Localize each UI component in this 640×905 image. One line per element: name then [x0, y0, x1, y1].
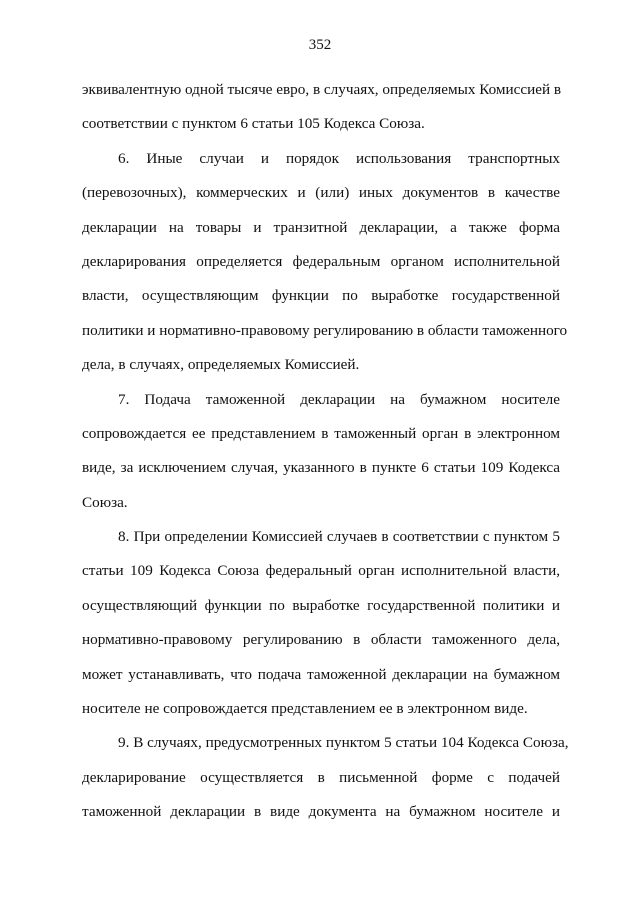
- text-line: осуществляющий функции по выработке государственной политики и: [82, 596, 560, 614]
- text-line: носителе не сопровождается представлением ее в электронном виде.: [82, 700, 528, 718]
- text-line: таможенной декларации в виде документа на бумажном носителе и: [82, 803, 560, 821]
- text-line: 6. Иные случаи и порядок использования транспортных: [118, 149, 560, 167]
- text-line: декларирование осуществляется в письменной форме с подачей: [82, 768, 560, 786]
- text-line: власти, осуществляющим функции по выработке государственной: [82, 287, 560, 305]
- document-body: [82, 73, 569, 830]
- text-line: соответствии с пунктом 6 статьи 105 Кодекса Союза.: [82, 115, 425, 133]
- text-line: 8. При определении Комиссией случаев в соответствии с пунктом 5: [118, 528, 560, 546]
- text-line: 7. Подача таможенной декларации на бумажном носителе: [118, 390, 560, 408]
- text-line: декларации на товары и транзитной декларации, а также форма: [82, 218, 560, 236]
- text-line: дела, в случаях, определяемых Комиссией.: [82, 356, 360, 374]
- text-line: декларирования определяется федеральным органом исполнительной: [82, 252, 560, 270]
- page-number: 352: [308, 37, 332, 53]
- text-line: эквивалентную одной тысяче евро, в случаях, определяемых Комиссией в: [82, 81, 562, 98]
- text-line: может устанавливать, что подача таможенной декларации на бумажном: [82, 665, 560, 683]
- text-line: (перевозочных), коммерческих и (или) иных документов в качестве: [82, 184, 560, 202]
- text-line: нормативно-правовому регулированию в области таможенного дела,: [82, 631, 560, 649]
- text-line: статьи 109 Кодекса Союза федеральный орган исполнительной власти,: [82, 562, 560, 580]
- text-line: Союза.: [82, 493, 128, 511]
- text-line: сопровождается ее представлением в таможенный орган в электронном: [82, 424, 560, 442]
- text-line: политики и нормативно-правовому регулированию в области таможенного: [82, 321, 568, 339]
- text-line: 9. В случаях, предусмотренных пунктом 5 статьи 104 Кодекса Союза,: [118, 734, 569, 752]
- text-line: виде, за исключением случая, указанного в пункте 6 статьи 109 Кодекса: [82, 459, 560, 477]
